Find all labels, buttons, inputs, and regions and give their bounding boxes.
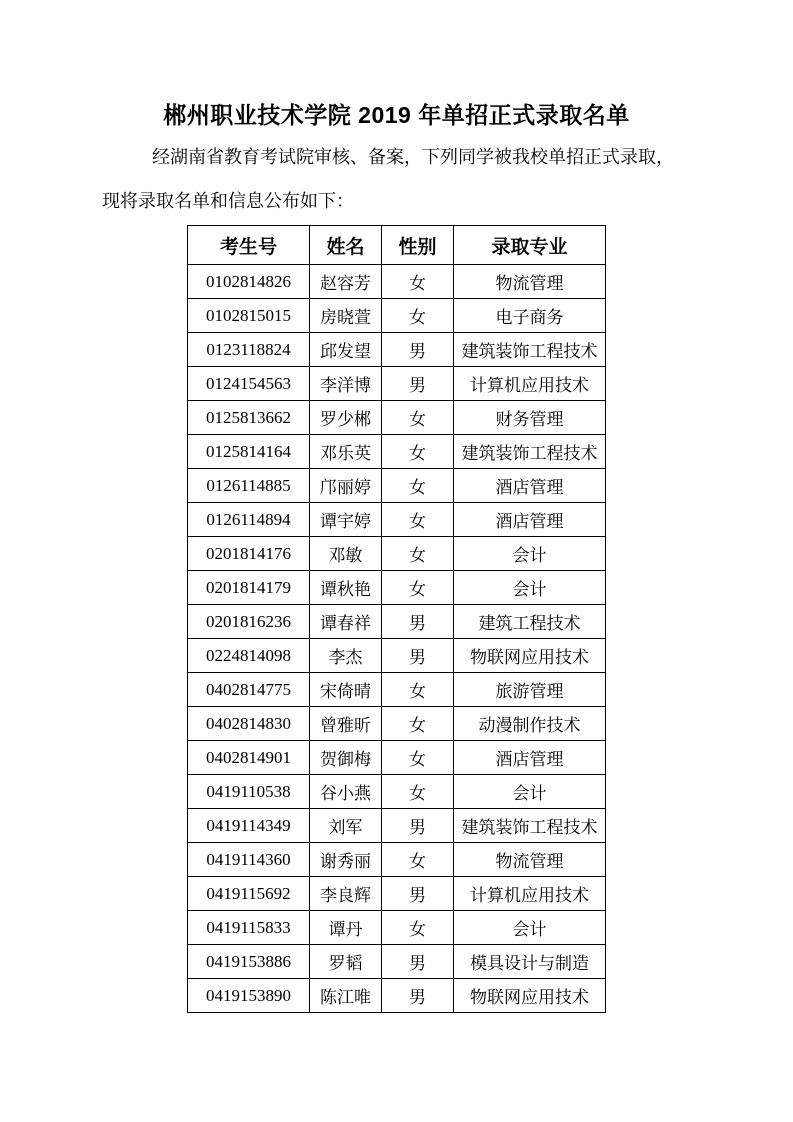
- admission-table-header: [188, 226, 606, 265]
- cell-candidate-number: 0124154563: [188, 367, 310, 401]
- cell-gender: 男: [382, 639, 454, 673]
- column-header-major: 录取专业: [454, 226, 606, 265]
- cell-major: 建筑装饰工程技术: [454, 333, 606, 367]
- table-row: [188, 639, 606, 673]
- cell-name: 邓敏: [310, 537, 382, 571]
- cell-candidate-number: 0419115692: [188, 877, 310, 911]
- cell-candidate-number: 0102814826: [188, 265, 310, 299]
- cell-gender: 男: [382, 809, 454, 843]
- table-row: [188, 333, 606, 367]
- table-row: [188, 809, 606, 843]
- cell-major: 酒店管理: [454, 469, 606, 503]
- page-title: 郴州职业技术学院 2019 年单招正式录取名单: [163, 102, 630, 128]
- cell-candidate-number: 0419115833: [188, 911, 310, 945]
- cell-gender: 女: [382, 911, 454, 945]
- table-row: [188, 673, 606, 707]
- cell-candidate-number: 0123118824: [188, 333, 310, 367]
- cell-candidate-number: 0201814176: [188, 537, 310, 571]
- intro-paragraph-line-1: 经湖南省教育考试院审核、备案，下列同学被我校单招正式录取，: [152, 147, 674, 167]
- cell-name: 罗韬: [310, 945, 382, 979]
- cell-candidate-number: 0402814830: [188, 707, 310, 741]
- column-header-gender: 性别: [382, 226, 454, 265]
- cell-candidate-number: 0419114360: [188, 843, 310, 877]
- cell-name: 谭丹: [310, 911, 382, 945]
- cell-gender: 男: [382, 945, 454, 979]
- cell-candidate-number: 0201814179: [188, 571, 310, 605]
- cell-name: 李杰: [310, 639, 382, 673]
- cell-name: 李良辉: [310, 877, 382, 911]
- cell-major: 会计: [454, 775, 606, 809]
- cell-name: 赵容芳: [310, 265, 382, 299]
- table-row: [188, 775, 606, 809]
- cell-candidate-number: 0419110538: [188, 775, 310, 809]
- cell-name: 谭宇婷: [310, 503, 382, 537]
- table-row: [188, 707, 606, 741]
- cell-gender: 女: [382, 469, 454, 503]
- table-row: [188, 265, 606, 299]
- cell-major: 计算机应用技术: [454, 367, 606, 401]
- cell-major: 会计: [454, 537, 606, 571]
- table-row: [188, 843, 606, 877]
- cell-major: 会计: [454, 571, 606, 605]
- cell-name: 陈江唯: [310, 979, 382, 1013]
- cell-gender: 男: [382, 367, 454, 401]
- cell-major: 电子商务: [454, 299, 606, 333]
- cell-candidate-number: 0201816236: [188, 605, 310, 639]
- cell-major: 物流管理: [454, 843, 606, 877]
- cell-gender: 女: [382, 673, 454, 707]
- cell-candidate-number: 0402814901: [188, 741, 310, 775]
- cell-gender: 女: [382, 843, 454, 877]
- table-row: [188, 537, 606, 571]
- cell-major: 建筑装饰工程技术: [454, 809, 606, 843]
- cell-candidate-number: 0419153886: [188, 945, 310, 979]
- cell-gender: 男: [382, 979, 454, 1013]
- cell-major: 物流管理: [454, 265, 606, 299]
- cell-gender: 男: [382, 333, 454, 367]
- cell-major: 建筑装饰工程技术: [454, 435, 606, 469]
- cell-gender: 女: [382, 537, 454, 571]
- cell-gender: 女: [382, 775, 454, 809]
- cell-name: 房晓萱: [310, 299, 382, 333]
- cell-name: 刘军: [310, 809, 382, 843]
- cell-major: 动漫制作技术: [454, 707, 606, 741]
- table-row: [188, 911, 606, 945]
- cell-name: 邱发望: [310, 333, 382, 367]
- table-row: [188, 299, 606, 333]
- cell-name: 谭秋艳: [310, 571, 382, 605]
- table-row: [188, 503, 606, 537]
- cell-name: 罗少郴: [310, 401, 382, 435]
- cell-major: 物联网应用技术: [454, 979, 606, 1013]
- cell-gender: 男: [382, 877, 454, 911]
- cell-name: 李洋博: [310, 367, 382, 401]
- cell-major: 建筑工程技术: [454, 605, 606, 639]
- cell-major: 旅游管理: [454, 673, 606, 707]
- cell-major: 计算机应用技术: [454, 877, 606, 911]
- cell-candidate-number: 0126114894: [188, 503, 310, 537]
- cell-gender: 女: [382, 503, 454, 537]
- cell-name: 贺御梅: [310, 741, 382, 775]
- table-row: [188, 469, 606, 503]
- cell-name: 谢秀丽: [310, 843, 382, 877]
- cell-name: 宋倚晴: [310, 673, 382, 707]
- cell-gender: 女: [382, 435, 454, 469]
- cell-major: 物联网应用技术: [454, 639, 606, 673]
- cell-candidate-number: 0126114885: [188, 469, 310, 503]
- cell-gender: 女: [382, 707, 454, 741]
- header-row: [188, 226, 606, 265]
- cell-gender: 女: [382, 401, 454, 435]
- cell-gender: 女: [382, 571, 454, 605]
- cell-candidate-number: 0102815015: [188, 299, 310, 333]
- column-header-candidate-number: 考生号: [188, 226, 310, 265]
- cell-candidate-number: 0419114349: [188, 809, 310, 843]
- table-row: [188, 435, 606, 469]
- cell-candidate-number: 0125813662: [188, 401, 310, 435]
- table-row: [188, 979, 606, 1013]
- cell-major: 会计: [454, 911, 606, 945]
- cell-candidate-number: 0402814775: [188, 673, 310, 707]
- cell-major: 模具设计与制造: [454, 945, 606, 979]
- cell-name: 曾雅昕: [310, 707, 382, 741]
- cell-major: 酒店管理: [454, 503, 606, 537]
- cell-gender: 女: [382, 741, 454, 775]
- cell-name: 谷小燕: [310, 775, 382, 809]
- admission-table-body: [188, 265, 606, 1013]
- cell-major: 酒店管理: [454, 741, 606, 775]
- cell-name: 邝丽婷: [310, 469, 382, 503]
- intro-paragraph-line-2: 现将录取名单和信息公布如下：: [102, 191, 354, 211]
- cell-candidate-number: 0125814164: [188, 435, 310, 469]
- table-row: [188, 877, 606, 911]
- cell-gender: 女: [382, 265, 454, 299]
- table-row: [188, 605, 606, 639]
- admission-table: [187, 225, 606, 1013]
- cell-name: 谭春祥: [310, 605, 382, 639]
- table-row: [188, 401, 606, 435]
- cell-candidate-number: 0419153890: [188, 979, 310, 1013]
- cell-major: 财务管理: [454, 401, 606, 435]
- table-row: [188, 367, 606, 401]
- cell-name: 邓乐英: [310, 435, 382, 469]
- table-row: [188, 741, 606, 775]
- cell-gender: 女: [382, 299, 454, 333]
- table-row: [188, 945, 606, 979]
- cell-gender: 男: [382, 605, 454, 639]
- column-header-name: 姓名: [310, 226, 382, 265]
- table-row: [188, 571, 606, 605]
- cell-candidate-number: 0224814098: [188, 639, 310, 673]
